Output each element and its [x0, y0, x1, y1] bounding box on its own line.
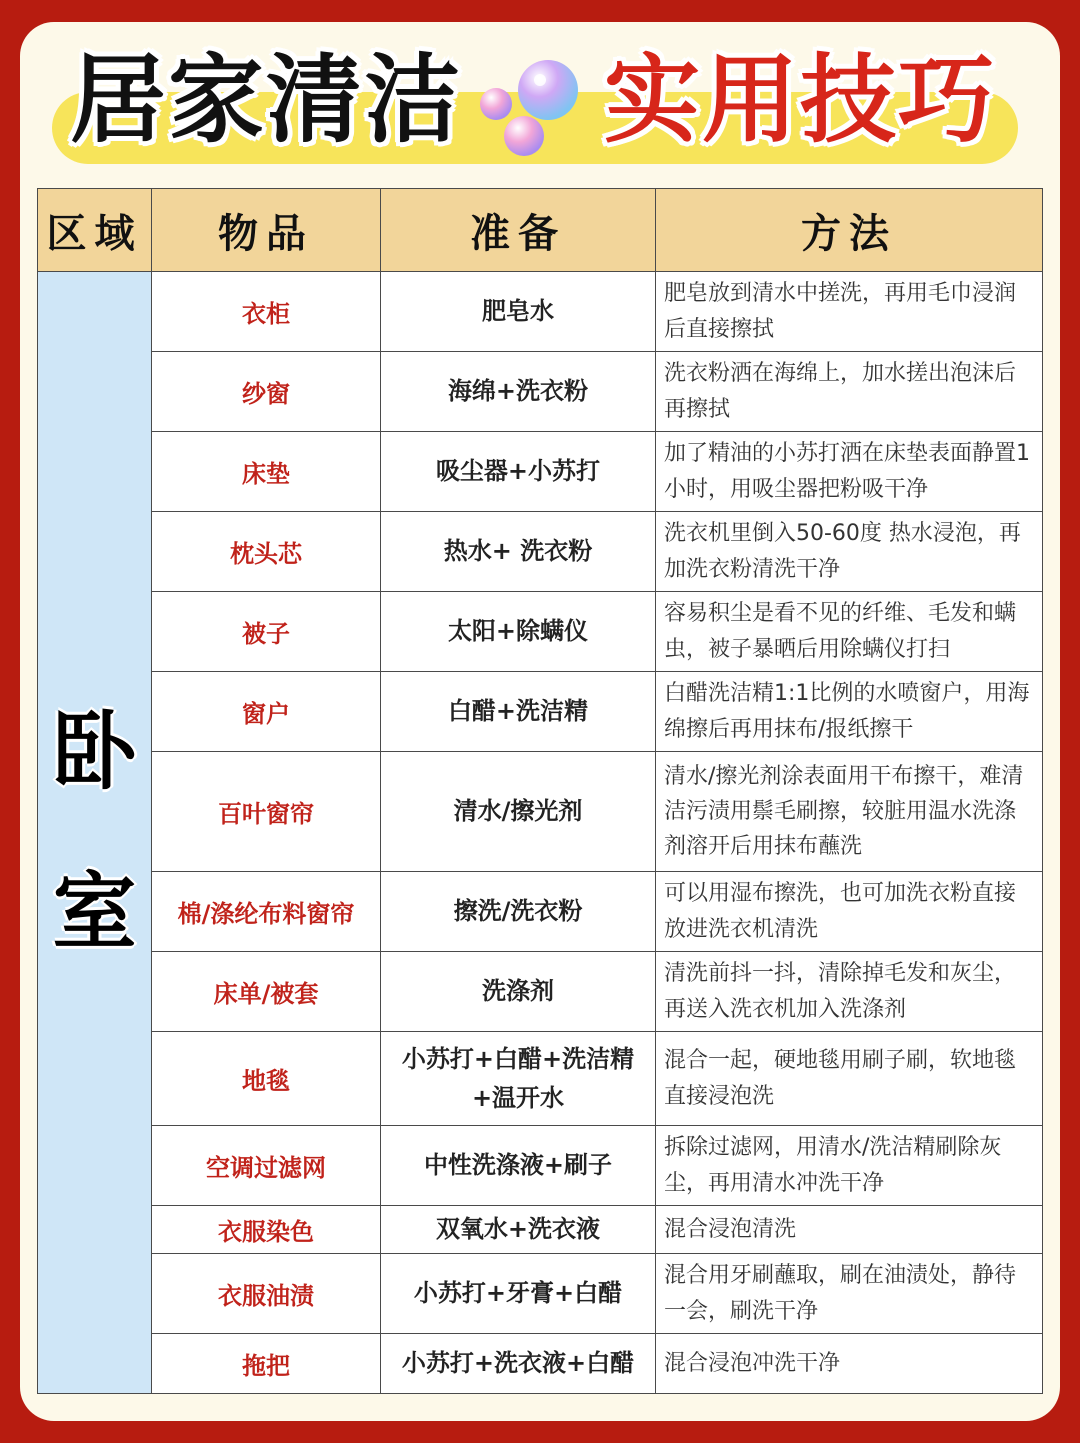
header-region: 区域: [38, 189, 152, 272]
method-cell: 混合浸泡清洗: [656, 1206, 1043, 1254]
method-cell: 混合浸泡冲洗干净: [656, 1334, 1043, 1394]
method-cell: 白醋洗洁精1:1比例的水喷窗户，用海绵擦后再用抹布/报纸擦干: [656, 672, 1043, 752]
item-cell: 衣服染色: [152, 1206, 381, 1254]
table-row: [38, 592, 1043, 672]
table-row: [38, 512, 1043, 592]
table-row: [38, 1254, 1043, 1334]
prep-cell: 海绵+洗衣粉: [381, 352, 656, 432]
title-right: 实用技巧: [604, 44, 996, 156]
table-header-row: [38, 189, 1043, 272]
item-cell: 衣服油渍: [152, 1254, 381, 1334]
method-cell: 清洗前抖一抖，清除掉毛发和灰尘，再送入洗衣机加入洗涤剂: [656, 952, 1043, 1032]
prep-cell: 擦洗/洗衣粉: [381, 872, 656, 952]
header-prep: 准备: [381, 189, 656, 272]
item-cell: 棉/涤纶布料窗帘: [152, 872, 381, 952]
table-body: [38, 272, 1043, 1394]
method-cell: 容易积尘是看不见的纤维、毛发和螨虫，被子暴晒后用除螨仪打扫: [656, 592, 1043, 672]
item-cell: 空调过滤网: [152, 1126, 381, 1206]
region-label: 卧室: [52, 702, 137, 961]
region-cell: [38, 272, 152, 1394]
table-row: [38, 1206, 1043, 1254]
prep-cell: 吸尘器+小苏打: [381, 432, 656, 512]
title-left: 居家清洁: [70, 44, 462, 156]
method-cell: 洗衣粉洒在海绵上，加水搓出泡沫后再擦拭: [656, 352, 1043, 432]
method-cell: 加了精油的小苏打洒在床垫表面静置1小时，用吸尘器把粉吸干净: [656, 432, 1043, 512]
table-row: [38, 1334, 1043, 1394]
prep-cell: 洗涤剂: [381, 952, 656, 1032]
table-row: [38, 432, 1043, 512]
table-row: [38, 952, 1043, 1032]
method-cell: 肥皂放到清水中搓洗，再用毛巾浸润后直接擦拭: [656, 272, 1043, 352]
table-row: [38, 752, 1043, 872]
item-cell: 拖把: [152, 1334, 381, 1394]
item-cell: 纱窗: [152, 352, 381, 432]
table-row: [38, 272, 1043, 352]
prep-cell: 白醋+洗洁精: [381, 672, 656, 752]
item-cell: 枕头芯: [152, 512, 381, 592]
method-cell: 可以用湿布擦洗，也可加洗衣粉直接放进洗衣机清洗: [656, 872, 1043, 952]
prep-cell: 热水+ 洗衣粉: [381, 512, 656, 592]
header-method: 方法: [656, 189, 1043, 272]
bubbles-icon: [474, 56, 584, 160]
prep-cell: 中性洗涤液+刷子: [381, 1126, 656, 1206]
table-row: [38, 672, 1043, 752]
method-cell: 拆除过滤网，用清水/洗洁精刷除灰尘，再用清水冲洗干净: [656, 1126, 1043, 1206]
item-cell: 地毯: [152, 1032, 381, 1126]
prep-cell: 小苏打+牙膏+白醋: [381, 1254, 656, 1334]
prep-cell: 小苏打+白醋+洗洁精+温开水: [381, 1032, 656, 1126]
method-cell: 混合一起，硬地毯用刷子刷，软地毯直接浸泡洗: [656, 1032, 1043, 1126]
table-row: [38, 1032, 1043, 1126]
item-cell: 百叶窗帘: [152, 752, 381, 872]
item-cell: 床单/被套: [152, 952, 381, 1032]
item-cell: 衣柜: [152, 272, 381, 352]
cleaning-tips-table: [37, 188, 1043, 1394]
prep-cell: 双氧水+洗衣液: [381, 1206, 656, 1254]
header-item: 物品: [152, 189, 381, 272]
prep-cell: 肥皂水: [381, 272, 656, 352]
method-cell: 清水/擦光剂涂表面用干布擦干，难清洁污渍用鬃毛刷擦，较脏用温水洗涤剂溶开后用抹布蘸洗: [656, 752, 1043, 872]
prep-cell: 清水/擦光剂: [381, 752, 656, 872]
prep-cell: 太阳+除螨仪: [381, 592, 656, 672]
item-cell: 床垫: [152, 432, 381, 512]
item-cell: 被子: [152, 592, 381, 672]
method-cell: 混合用牙刷蘸取，刷在油渍处，静待一会，刷洗干净: [656, 1254, 1043, 1334]
method-cell: 洗衣机里倒入50-60度 热水浸泡，再加洗衣粉清洗干净: [656, 512, 1043, 592]
prep-cell: 小苏打+洗衣液+白醋: [381, 1334, 656, 1394]
table-row: [38, 352, 1043, 432]
table-row: [38, 872, 1043, 952]
table-row: [38, 1126, 1043, 1206]
item-cell: 窗户: [152, 672, 381, 752]
